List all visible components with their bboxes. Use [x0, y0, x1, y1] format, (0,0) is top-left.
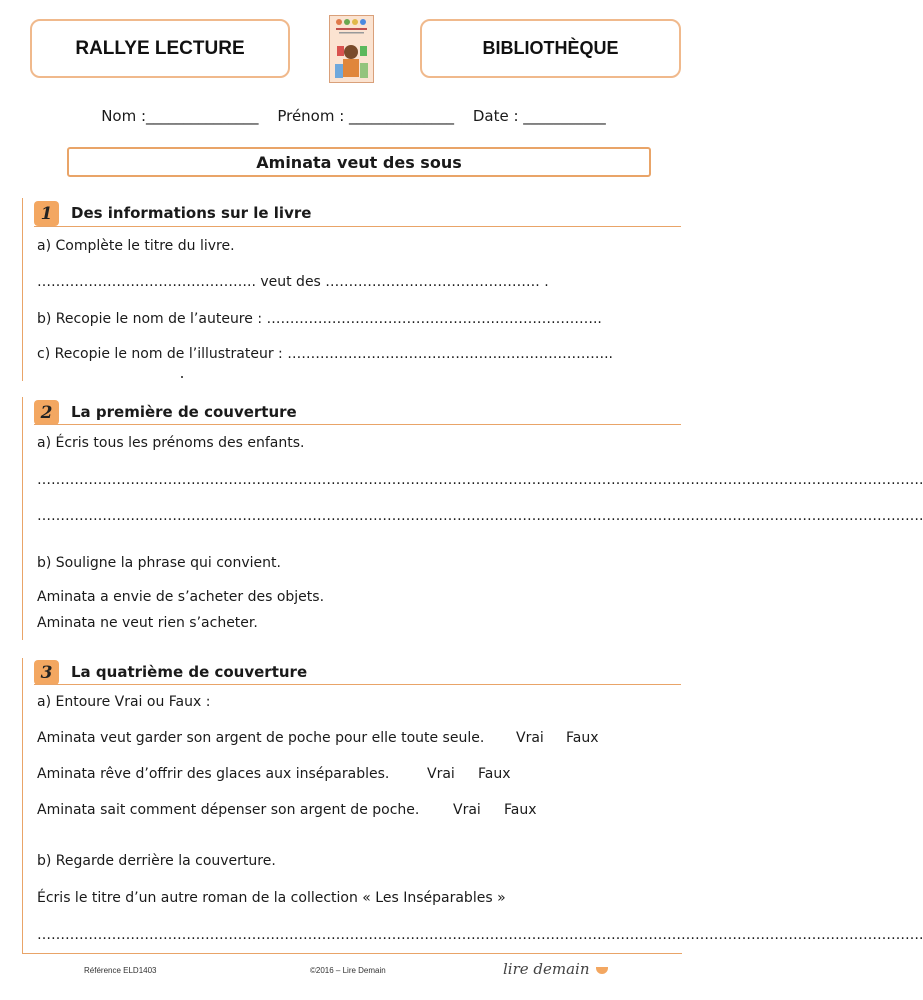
section2-question-a: a) Écris tous les prénoms des enfants.: [37, 435, 305, 451]
statement-3-vrai[interactable]: Vrai: [453, 802, 481, 818]
statement-2-vrai[interactable]: Vrai: [427, 766, 455, 782]
section3-answer-line[interactable]: ……………………………………………………………………………………………………………………………………………………………………….: [37, 927, 923, 943]
section1-rule: [34, 226, 681, 227]
footer-copyright: ©2016 – Lire Demain: [310, 966, 386, 975]
section2-option-1[interactable]: Aminata a envie de s’acheter des objets.: [37, 589, 325, 605]
book-cover-illustration: [330, 16, 373, 82]
section1-question-b[interactable]: b) Recopie le nom de l’auteure : ………………………………………….…………………..: [37, 311, 602, 327]
section1-answer-line[interactable]: ……………………………………….. veut des ………………………………………. .: [37, 274, 549, 290]
book-cover-thumbnail: [329, 15, 374, 83]
rallye-lecture-label: RALLYE LECTURE: [75, 37, 245, 59]
section3-title: La quatrième de couverture: [71, 663, 308, 681]
logo-mark-icon: [596, 967, 608, 974]
section2-answer-line-2[interactable]: ……………………………………………………………………………………………………………………………………………………………………….: [37, 508, 923, 524]
date-field[interactable]: Date : ___________: [472, 107, 606, 125]
book-title: Aminata veut des sous: [256, 152, 462, 172]
section2-answer-line-1[interactable]: ……………………………………………………………………………………………………………………………………………………………………….: [37, 472, 923, 488]
section2-question-b: b) Souligne la phrase qui convient.: [37, 555, 281, 571]
section1-frame: [22, 198, 23, 381]
section3-number: 3: [34, 660, 59, 685]
lire-demain-logo: [503, 960, 608, 978]
section3-frame: [22, 658, 23, 953]
section1-title: Des informations sur le livre: [71, 204, 312, 222]
section3-question-a: a) Entoure Vrai ou Faux :: [37, 694, 211, 710]
nom-field[interactable]: Nom :_______________: [101, 107, 259, 125]
section1-question-a: a) Complète le titre du livre.: [37, 238, 235, 254]
stray-dot: [181, 376, 183, 378]
section2-frame: [22, 397, 23, 640]
section3-question-b: b) Regarde derrière la couverture.: [37, 853, 276, 869]
statement-2-text: Aminata rêve d’offrir des glaces aux inséparables.: [37, 766, 390, 782]
section2-number: 2: [34, 400, 59, 425]
book-title-box: [67, 147, 651, 177]
section1-number: 1: [34, 201, 59, 226]
section2-title: La première de couverture: [71, 403, 297, 421]
bibliotheque-box: [420, 19, 681, 78]
section2-option-2[interactable]: Aminata ne veut rien s’acheter.: [37, 615, 258, 631]
rallye-lecture-box: [30, 19, 290, 78]
section2-rule: [34, 424, 681, 425]
statement-3-text: Aminata sait comment dépenser son argent de poche.: [37, 802, 420, 818]
statement-1-vrai[interactable]: Vrai: [516, 730, 544, 746]
bibliotheque-label: BIBLIOTHÈQUE: [482, 38, 619, 58]
statement-1-text: Aminata veut garder son argent de poche pour elle toute seule.: [37, 730, 485, 746]
statement-2-faux[interactable]: Faux: [478, 766, 511, 782]
identity-line: [0, 107, 707, 125]
logo-text: lire demain: [503, 960, 590, 978]
section3-question-b2: Écris le titre d’un autre roman de la collection « Les Inséparables »: [37, 890, 506, 906]
section3-rule: [34, 684, 681, 685]
section1-question-c[interactable]: c) Recopie le nom de l’illustrateur : ………………………………………..…………………..: [37, 346, 614, 362]
prenom-field[interactable]: Prénom : ______________: [277, 107, 455, 125]
statement-1-faux[interactable]: Faux: [566, 730, 599, 746]
bottom-rule: [22, 953, 682, 954]
statement-3-faux[interactable]: Faux: [504, 802, 537, 818]
footer-reference: Référence ELD1403: [84, 966, 157, 975]
